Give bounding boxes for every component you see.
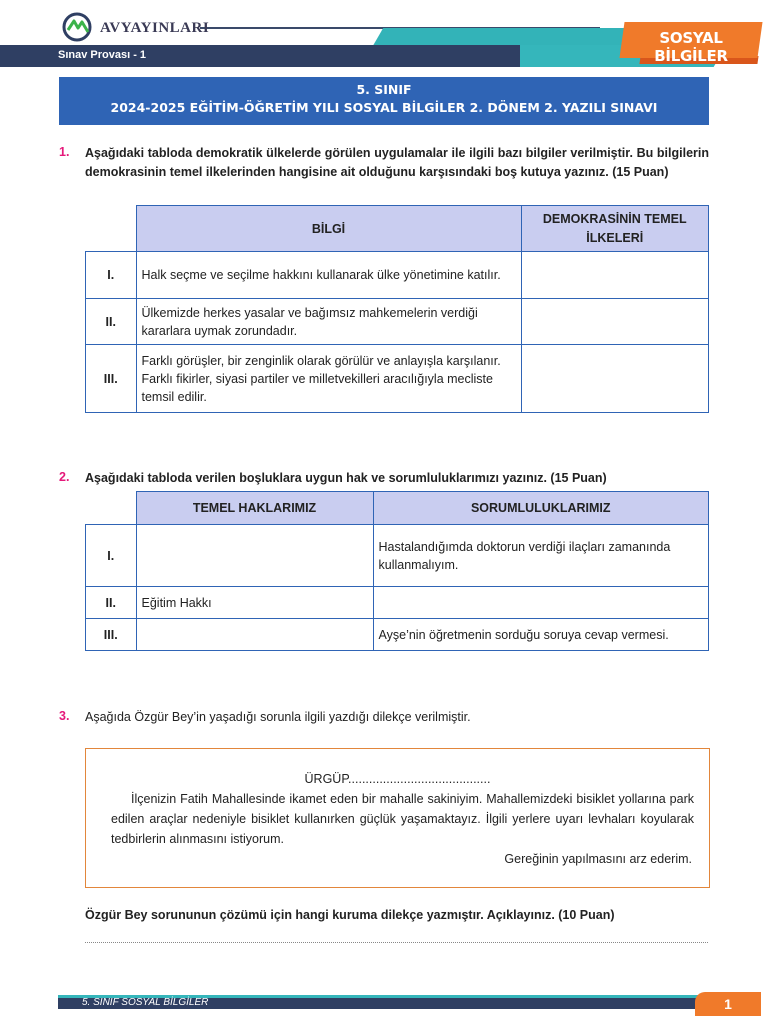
answer-box[interactable] [136,525,373,587]
answer-box[interactable] [521,299,709,345]
question-1-table [85,205,709,413]
answer-box[interactable] [521,345,709,413]
row-number: III. [86,345,137,413]
header-teal-band [373,28,663,46]
table-row [86,619,709,651]
question-3-number: 3. [59,709,70,723]
publisher-logo-icon [62,12,92,42]
responsibility-text: Ayşe’nin öğretmenin sorduğu soruya cevap vermesi. [373,619,709,651]
responsibility-text: Hastalandığımda doktorun verdiği ilaçları zamanında kullanmalıyım. [373,525,709,587]
exam-title-banner [59,77,709,125]
answer-box[interactable] [373,587,709,619]
row-info-text: Ülkemizde herkes yasalar ve bağımsız mahkemelerin verdiği kararlara uymak zorundadır. [136,299,521,345]
row-info-text: Farklı görüşler, bir zenginlik olarak görülür ve anlayışla karşılanır. Farklı fikirler, siyasi partiler ve milletvekilleri aracılığıyla mecliste temsil edilir. [136,345,521,413]
petition-closing: Gereğinin yapılmasını arz ederim. [504,852,692,866]
column-header-ilkeler: DEMOKRASİNİN TEMEL İLKELERİ [521,206,709,252]
exam-title: 2024-2025 EĞİTİM-ÖĞRETİM YILI SOSYAL BİLGİLER 2. DÖNEM 2. YAZILI SINAVI [110,100,658,115]
footer-label: 5. SINIF SOSYAL BİLGİLER [82,997,209,1008]
question-2-text: Aşağıdaki tabloda verilen boşluklara uygun hak ve sorumluluklarımızı yazınız. (15 Puan) [85,471,607,485]
petition-addressee: ÜRGÜP......................................... [304,772,491,786]
subject-title: SOSYAL BİLGİLER [654,29,728,65]
answer-box[interactable] [136,619,373,651]
table-row [86,299,709,345]
question-2-number: 2. [59,470,70,484]
row-number: I. [86,252,137,299]
answer-line[interactable] [85,942,708,943]
column-header-bilgi: BİLGİ [136,206,521,252]
row-info-text: Halk seçme ve seçilme hakkını kullanarak ülke yönetimine katılır. [136,252,521,299]
question-1-number: 1. [59,145,70,159]
table-row [86,587,709,619]
table-corner [86,492,137,525]
table-row [86,345,709,413]
publisher-name: AVYAYINLARI [100,20,210,36]
table-row [86,252,709,299]
question-3-text: Aşağıda Özgür Bey’in yaşadığı sorunla ilgili yazdığı dilekçe verilmiştir. [85,710,471,724]
row-number: II. [86,587,137,619]
row-number: I. [86,525,137,587]
row-number: III. [86,619,137,651]
question-3-prompt: Özgür Bey sorununun çözümü için hangi kuruma dilekçe yazmıştır. Açıklayınız. (10 Puan) [85,908,615,922]
table-row [86,525,709,587]
grade-label: 5. SINIF [356,82,412,97]
answer-box[interactable] [521,252,709,299]
column-header-sorumluluklar: SORUMLULUKLARIMIZ [373,492,709,525]
petition-body: İlçenizin Fatih Mahallesinde ikamet eden bir mahalle sakiniyim. Mahallemizdeki bisiklet yollarına park edilen araçlar nedeniyle bisiklet kullanırken güçlük yaşamaktayız. İlgili yerlere uyarı levhaları koyularak tedbirlerin alınmasını istiyorum. [111,792,694,846]
question-1-text: Aşağıdaki tabloda demokratik ülkelerde görülen uygulamalar ile ilgili bazı bilgiler verilmiştir. Bu bilgilerin demokrasinin temel ilkelerinden hangisine ait olduğunu karşısındaki boş kutuya yazınız. (15 Puan) [85,146,709,179]
row-number: II. [86,299,137,345]
exam-label: Sınav Provası - 1 [58,49,147,61]
petition-box [85,748,710,888]
column-header-haklar: TEMEL HAKLARIMIZ [136,492,373,525]
table-corner [86,206,137,252]
page-number: 1 [695,992,761,1016]
right-text: Eğitim Hakkı [136,587,373,619]
question-2-table [85,491,709,651]
